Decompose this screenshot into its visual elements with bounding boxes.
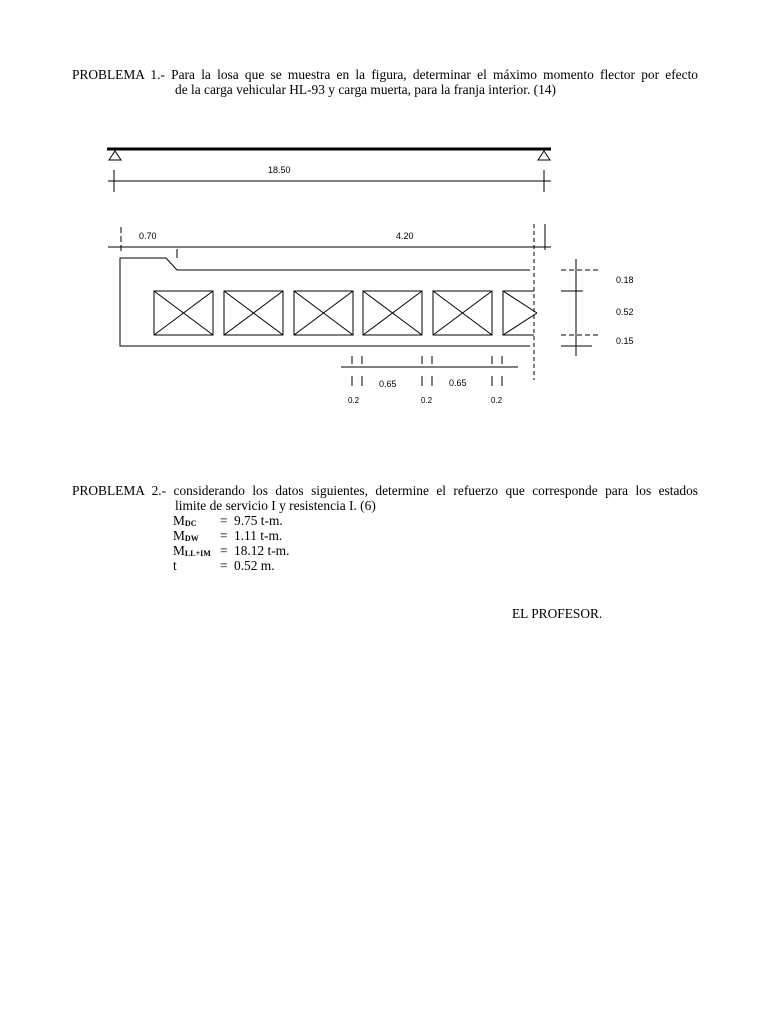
problem-1-line-1: PROBLEMA 1.- Para la losa que se muestra en la figura, determinar el máximo momento flector por efecto	[72, 67, 698, 82]
wall-2-label: 0.2	[421, 396, 433, 405]
problem-2-line-1: PROBLEMA 2.- considerando los datos siguientes, determine el refuerzo que corresponde para los estados	[72, 483, 698, 498]
void-2	[224, 291, 283, 335]
void-6-half	[503, 291, 537, 335]
signature: EL PROFESOR.	[512, 606, 603, 621]
dim-mid-label: 0.52	[616, 307, 634, 317]
gap-2-label: 0.65	[449, 378, 467, 388]
wall-3-label: 0.2	[491, 396, 503, 405]
problem-2-line-2: limite de servicio I y resistencia I. (6)	[175, 498, 376, 513]
void-1	[154, 291, 213, 335]
void-5	[433, 291, 492, 335]
gap-1-label: 0.65	[379, 379, 397, 389]
dim-top-label: 0.18	[616, 275, 634, 285]
dim-bot-label: 0.15	[616, 336, 634, 346]
void-3	[294, 291, 353, 335]
span-label: 18.50	[268, 165, 291, 175]
slab-figure	[0, 0, 768, 430]
right-support-icon	[538, 151, 550, 160]
problem-1-line-2: de la carga vehicular HL-93 y carga muerta, para la franja interior. (14)	[175, 82, 556, 97]
web-ticks	[352, 356, 502, 386]
wall-1-label: 0.2	[348, 396, 360, 405]
slab-outline	[120, 258, 530, 346]
dim-left-label: 0.70	[139, 231, 157, 241]
left-support-icon	[109, 151, 121, 160]
dim-main-label: 4.20	[396, 231, 414, 241]
void-4	[363, 291, 422, 335]
